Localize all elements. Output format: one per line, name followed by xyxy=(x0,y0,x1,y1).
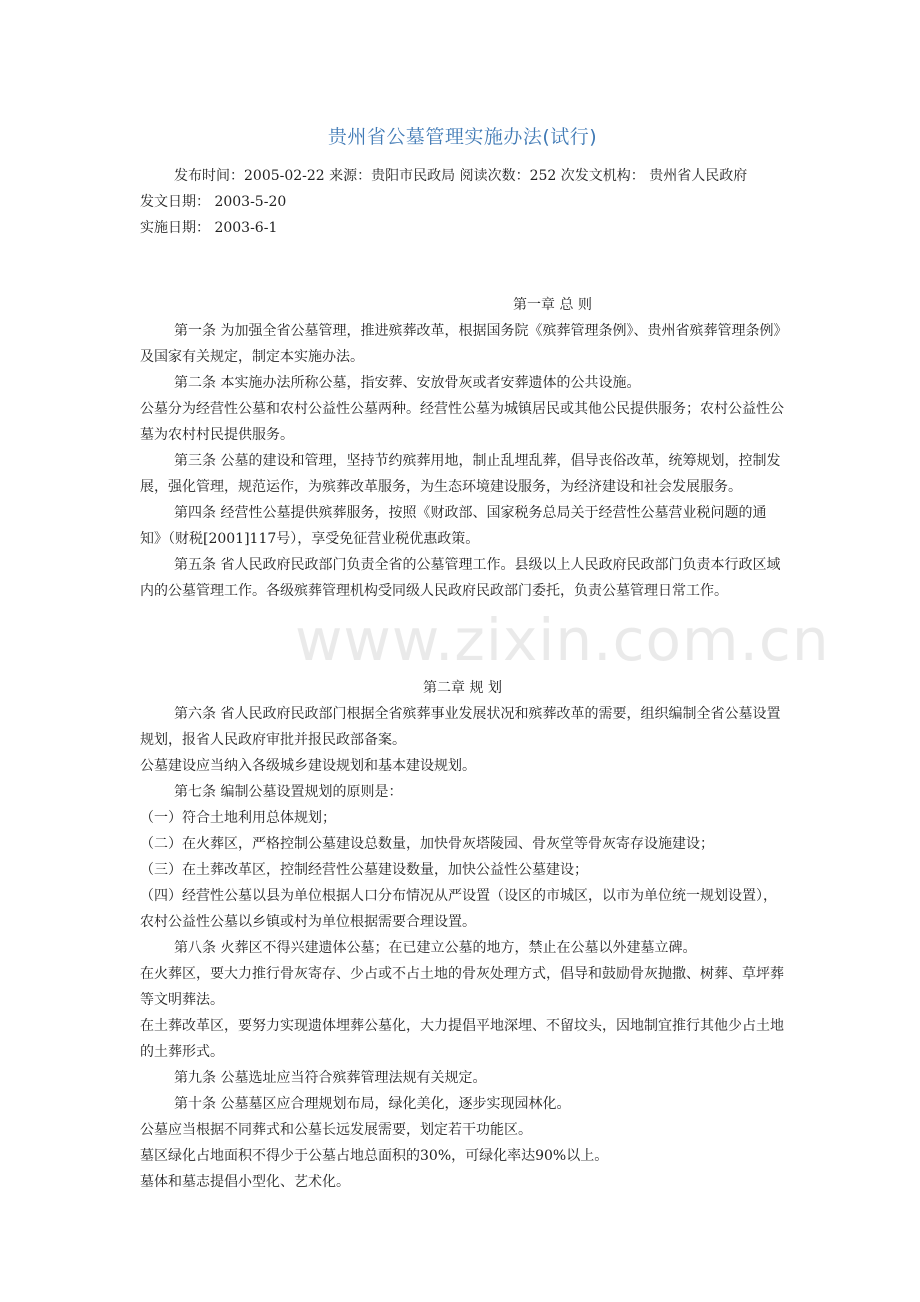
chapter-1-title: 第一章 总 则 xyxy=(513,297,592,313)
chapter-2 xyxy=(140,675,785,1195)
chapter-2-title: 第二章 规 划 xyxy=(423,680,502,696)
article-8-detail-2: 在土葬改革区，要努力实现遗体埋葬公墓化，大力提倡平地深埋、不留坟头，因地制宜推行其他少占土地的土葬形式。 xyxy=(140,1018,784,1060)
article-6-detail: 公墓建设应当纳入各级城乡建设规划和基本建设规划。 xyxy=(140,758,476,774)
issue-date: 发文日期： 2003-5-20 xyxy=(140,194,287,210)
article-6: 第六条 省人民政府民政部门根据全省殡葬事业发展状况和殡葬改革的需要，组织编制全省公墓设置规划，报省人民政府审批并报民政部备案。 xyxy=(140,706,781,748)
article-10-detail-1: 公墓应当根据不同葬式和公墓长远发展需要，划定若干功能区。 xyxy=(140,1122,532,1138)
article-7: 第七条 编制公墓设置规划的原则是： xyxy=(174,784,403,800)
article-10-detail-2: 墓区绿化占地面积不得少于公墓占地总面积的30%，可绿化率达90%以上。 xyxy=(140,1148,609,1164)
article-10-detail-3: 墓体和墓志提倡小型化、艺术化。 xyxy=(140,1174,350,1190)
article-3: 第三条 公墓的建设和管理，坚持节约殡葬用地，制止乱埋乱葬，倡导丧俗改革，统筹规划，控制发展，强化管理，规范运作，为殡葬改革服务，为生态环境建设服务，为经济建设和社会发展服务。 xyxy=(140,453,781,495)
chapter-1 xyxy=(140,292,785,604)
effective-date: 实施日期： 2003-6-1 xyxy=(140,220,278,236)
document-title: 贵州省公墓管理实施办法(试行) xyxy=(327,126,598,148)
watermark: www.zixin.com.cn xyxy=(295,606,830,674)
document-meta xyxy=(140,163,785,241)
article-5: 第五条 省人民政府民政部门负责全省的公墓管理工作。县级以上人民政府民政部门负责本行政区域内的公墓管理工作。各级殡葬管理机构受同级人民政府民政部门委托，负责公墓管理日常工作。 xyxy=(140,557,781,599)
article-4: 第四条 经营性公墓提供殡葬服务，按照《财政部、国家税务总局关于经营性公墓营业税问题的通知》（财税[2001]117号），享受免征营业税优惠政策。 xyxy=(140,505,767,547)
article-2-detail: 公墓分为经营性公墓和农村公益性公墓两种。经营性公墓为城镇居民或其他公民提供服务；农村公益性公墓为农村村民提供服务。 xyxy=(140,401,784,443)
article-7-item-2: （二）在火葬区，严格控制公墓建设总数量，加快骨灰塔陵园、骨灰堂等骨灰寄存设施建设； xyxy=(140,836,714,852)
article-8-detail-1: 在火葬区，要大力推行骨灰寄存、少占或不占土地的骨灰处理方式，倡导和鼓励骨灰抛撒、树葬、草坪葬等文明葬法。 xyxy=(140,966,784,1008)
article-2: 第二条 本实施办法所称公墓，指安葬、安放骨灰或者安葬遗体的公共设施。 xyxy=(174,375,641,391)
article-8: 第八条 火葬区不得兴建遗体公墓；在已建立公墓的地方，禁止在公墓以外建墓立碑。 xyxy=(174,940,697,956)
article-10: 第十条 公墓墓区应合理规划布局，绿化美化，逐步实现园林化。 xyxy=(174,1096,571,1112)
article-7-item-1: （一）符合土地利用总体规划； xyxy=(140,810,336,826)
article-7-item-4: （四）经营性公墓以县为单位根据人口分布情况从严设置（设区的市城区，以市为单位统一规划设置），农村公益性公墓以乡镇或村为单位根据需要合理设置。 xyxy=(140,888,777,930)
publish-info: 发布时间：2005-02-22 来源：贵阳市民政局 阅读次数：252 次发文机构： 贵州省人民政府 xyxy=(174,168,748,184)
article-9: 第九条 公墓选址应当符合殡葬管理法规有关规定。 xyxy=(174,1070,487,1086)
article-1: 第一条 为加强全省公墓管理，推进殡葬改革，根据国务院《殡葬管理条例》、贵州省殡葬管理条例》及国家有关规定，制定本实施办法。 xyxy=(140,323,781,365)
article-7-item-3: （三）在土葬改革区，控制经营性公墓建设数量，加快公益性公墓建设； xyxy=(140,862,588,878)
